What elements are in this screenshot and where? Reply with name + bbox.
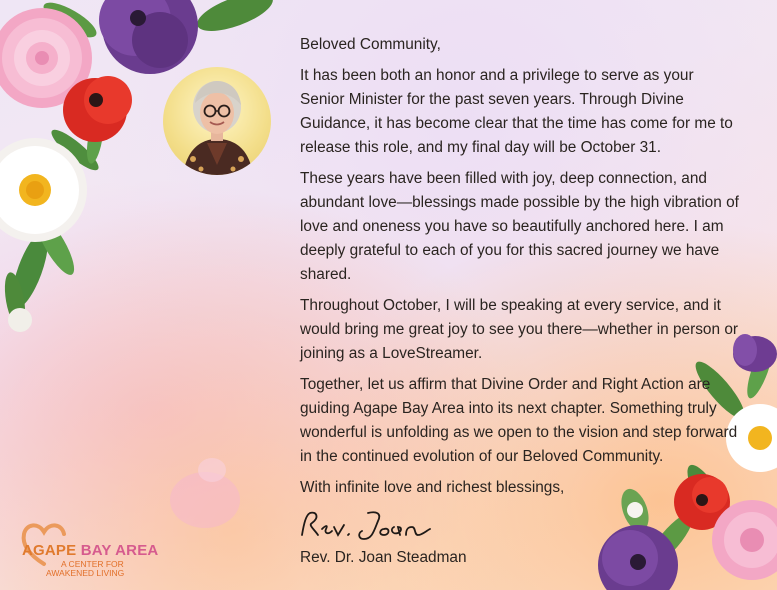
logo-tagline-2: AWAKENED LIVING: [46, 568, 125, 578]
logo-tagline-1: A CENTER FOR: [61, 559, 124, 569]
minister-portrait: [163, 67, 271, 175]
logo-title-part2: BAY AREA: [80, 542, 159, 559]
purple-poppy-icon: [99, 0, 198, 74]
letter-paragraph-1: It has been both an honor and a privilege to serve as your Senior Minister for the past seven years. Through Divine Guidance, it has become clear that the time has come for me to release this role, and my final day will be October 31.: [300, 67, 733, 156]
handwritten-signature: [298, 505, 438, 545]
portrait-illustration: [163, 67, 271, 175]
letter-paragraph-3: Throughout October, I will be speaking at every service, and it would bring me great joy to see you there—whether in person or joining as a LoveStreamer.: [300, 297, 739, 362]
signatory-name: Rev. Dr. Joan Steadman: [300, 549, 467, 566]
letter-paragraph-2: These years have been filled with joy, deep connection, and abundant love—blessings made possible by the high vibration of love and oneness you have so beautifully anchored here. I am deeply grateful to each of you for this sacred journey we have shared.: [300, 170, 739, 283]
letter-body: [300, 33, 740, 507]
agape-logo: [16, 518, 186, 578]
letter-closing: With infinite love and richest blessings,: [300, 479, 565, 496]
letter-paragraph-4: Together, let us affirm that Divine Order and Right Action are guiding Agape Bay Area into its next chapter. Something truly wonderful is unfolding as we open to the vision and step forward in the continued evolution of our Beloved Community.: [300, 376, 738, 465]
logo-title: [22, 542, 158, 559]
logo-title-part1: AGAPE: [22, 542, 81, 559]
letter-salutation: Beloved Community,: [300, 36, 441, 53]
